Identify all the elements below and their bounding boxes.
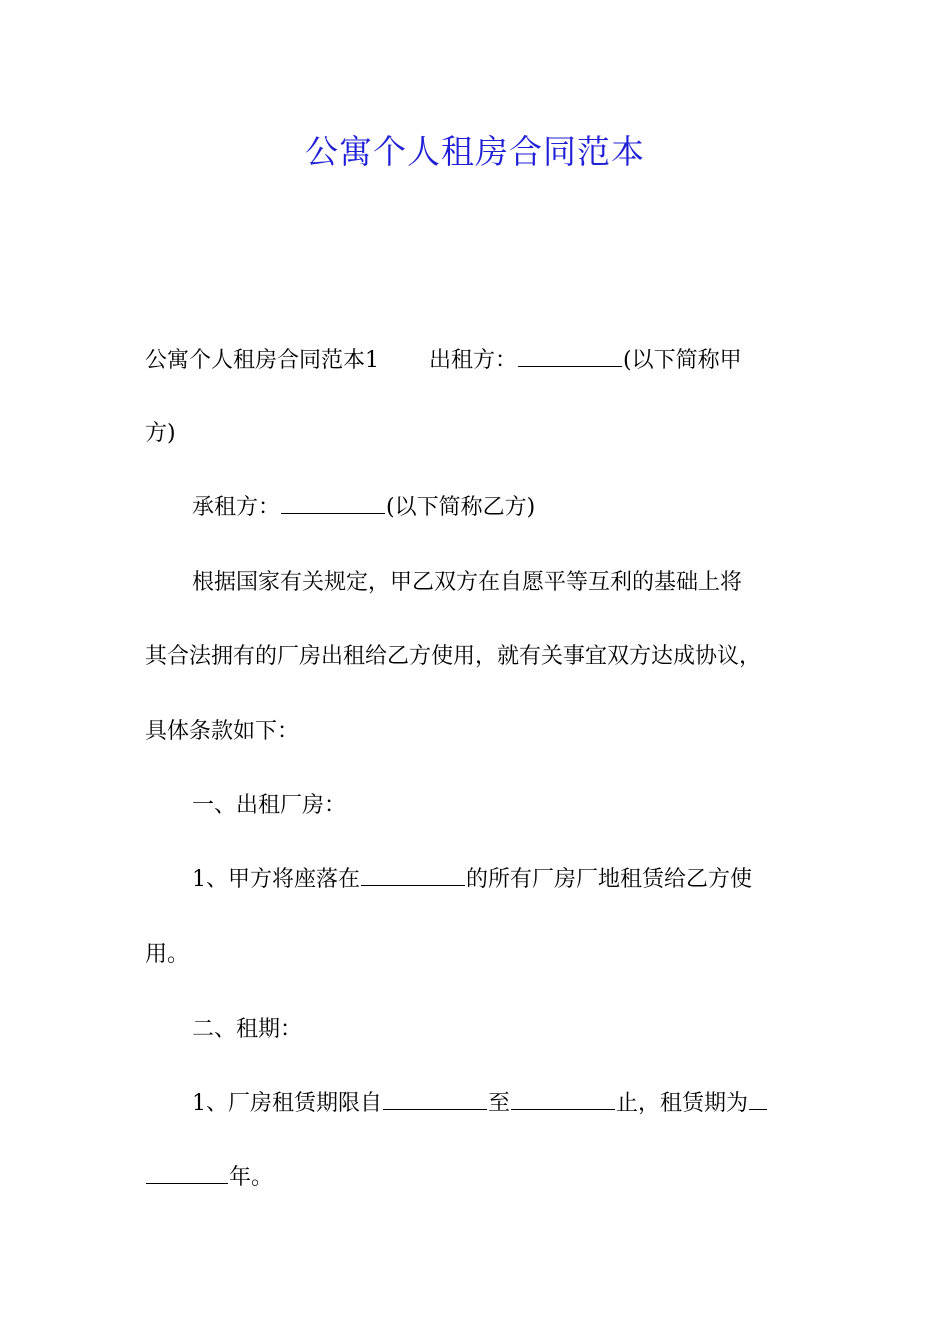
text-span: 的所有厂房厂地租赁给乙方使 [466, 867, 753, 892]
term-blank-start [749, 1087, 767, 1110]
lessor-blank [518, 344, 622, 367]
lessee-label: 承租方： [192, 495, 281, 520]
text-span: 至 [488, 1091, 511, 1116]
paragraph-line [192, 566, 872, 600]
lessee-note: (以下简称乙方) [386, 495, 536, 520]
text-span: 其合法拥有的厂房出租给乙方使用，就有关事宜双方达成协议， [145, 644, 762, 669]
term-blank-end [146, 1161, 228, 1184]
text-span: 二、租期： [192, 1017, 303, 1042]
location-blank [361, 863, 465, 886]
paragraph-line [145, 715, 825, 749]
paragraph-line [192, 491, 872, 525]
lessee-blank [281, 491, 385, 514]
paragraph-line [145, 344, 825, 378]
end-date-blank [511, 1087, 615, 1110]
paragraph-line [145, 417, 825, 451]
section-heading [192, 1013, 872, 1047]
contract-heading: 公寓个人租房合同范本1 [145, 348, 379, 373]
start-date-blank [383, 1087, 487, 1110]
lessor-label: 出租方： [429, 348, 518, 373]
document-title: 公寓个人租房合同范本 [305, 132, 645, 171]
text-span: 止，租赁期为 [616, 1091, 749, 1116]
paragraph-line [192, 1087, 872, 1121]
text-span: 一、出租厂房： [192, 793, 347, 818]
paragraph-line [145, 1161, 825, 1195]
text-span: 方) [145, 421, 176, 446]
section-heading [192, 789, 872, 823]
text-span: 用。 [145, 942, 190, 967]
paragraph-line [145, 938, 825, 972]
lessor-note: (以下简称甲 [623, 348, 742, 373]
text-span: 年。 [229, 1165, 274, 1190]
text-span: 具体条款如下： [145, 719, 300, 744]
text-span: 1、厂房租赁期限自 [192, 1091, 382, 1116]
text-span: 1、甲方将座落在 [192, 867, 360, 892]
text-span: 根据国家有关规定，甲乙双方在自愿平等互利的基础上将 [192, 570, 743, 595]
paragraph-line [192, 863, 872, 897]
paragraph-line [145, 640, 825, 674]
